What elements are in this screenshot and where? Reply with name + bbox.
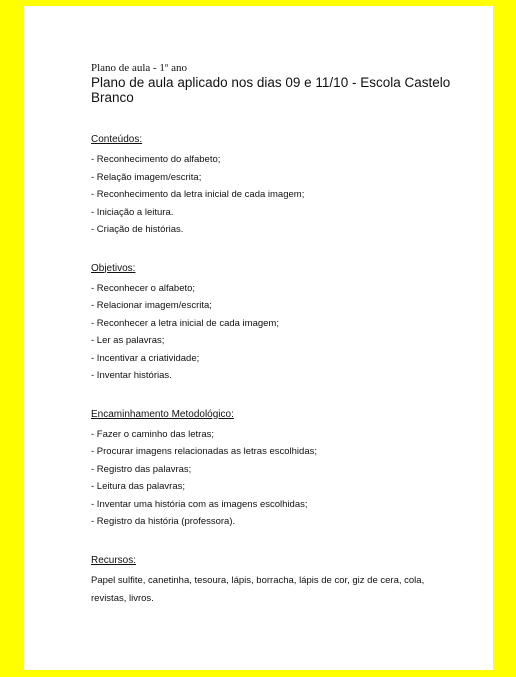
list-item: - Inventar uma história com as imagens escolhidas; [91,498,308,510]
section-objetivos [91,263,453,385]
list-item: - Reconhecimento da letra inicial de cada imagem; [91,189,305,200]
list-item: - Relacionar imagem/escrita; [91,300,212,311]
list-item: - Iniciação a leitura. [91,206,174,218]
section-encaminhamento [91,409,453,531]
list-item: - Incentivar a criatividade; [91,352,200,364]
document-subtitle: Plano de aula - 1º ano [91,62,187,74]
section-recursos [91,555,453,609]
list-item: - Procurar imagens relacionadas as letras escolhidas; [91,446,317,457]
section-heading: Objetivos: [91,262,136,274]
list-item: - Inventar histórias. [91,370,172,381]
list-item: - Leitura das palavras; [91,481,185,492]
document-page [24,6,493,670]
list-item: - Criação de histórias. [91,224,184,235]
list-item: - Registro da história (professora). [91,516,236,527]
list-item: - Ler as palavras; [91,335,165,346]
list-item: - Reconhecer o alfabeto; [91,282,196,294]
list-item: - Fazer o caminho das letras; [91,428,215,440]
section-heading: Encaminhamento Metodológico: [91,408,234,420]
list-item: - Reconhecimento do alfabeto; [91,154,221,165]
list-item: - Registro das palavras; [91,463,192,475]
document-title: Plano de aula aplicado nos dias 09 e 11/10 - Escola Castelo Branco [91,75,451,105]
list-item: - Reconhecer a letra inicial de cada imagem; [91,317,279,329]
list-item: - Relação imagem/escrita; [91,171,202,183]
resources-text: Papel sulfite, canetinha, tesoura, lápis, borracha, lápis de cor, giz de cera, cola, revistas, livros. [91,574,425,604]
section-conteudos [91,134,453,239]
section-heading: Conteúdos: [91,134,143,145]
section-heading: Recursos: [91,554,137,566]
